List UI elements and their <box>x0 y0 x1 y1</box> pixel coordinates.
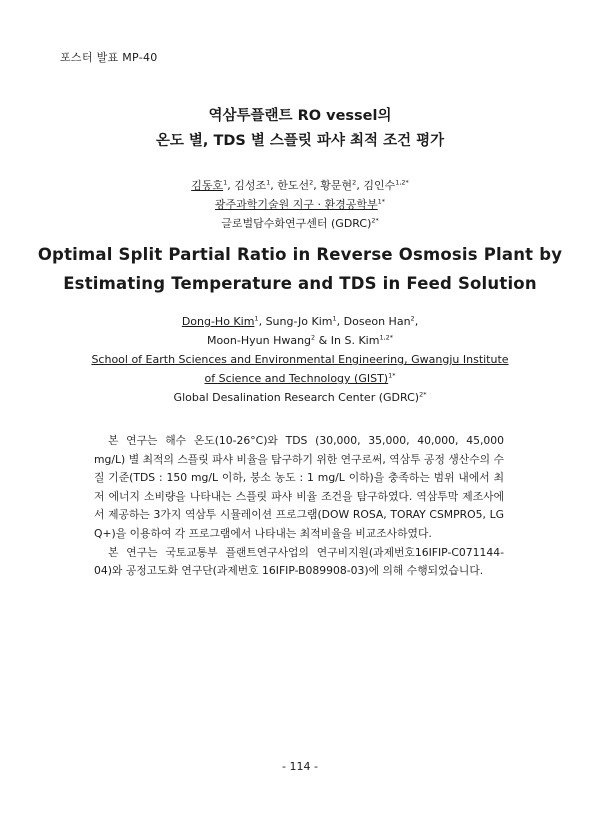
korean-title <box>0 104 600 154</box>
english-affiliation-1-line2: of Science and Technology (GIST)$^{1*}$ <box>204 371 396 385</box>
english-title-line2: Estimating Temperature and TDS in Feed Solution <box>63 274 537 293</box>
author-name: Doseon Han <box>343 315 411 328</box>
author-name: 황문현 <box>320 179 353 192</box>
author-affiliation-mark: 1,2* <box>395 178 409 187</box>
english-author-list-line1: Dong-Ho Kim$^1$, Sung-Jo Kim$^1$, Doseon Han$^2$, <box>181 314 419 328</box>
page-number: - 114 - <box>282 760 318 773</box>
author-name: 김동호 <box>191 179 224 192</box>
acknowledgement-paragraph: 본 연구는 국토교통부 플랜트연구사업의 연구비지원(과제번호16IFIP-C071144-04)와 공정고도화 연구단(과제번호 16IFIP-B089908-03)에 의해 수행되었습니다. <box>94 545 504 578</box>
abstract-paragraph-1: 본 연구는 해수 온도(10-26°C)와 TDS (30,000, 35,000, 40,000, 45,000 mg/L) 별 최적의 스플릿 파샤 비율을 탐구하기 위한 연구로써, 역삼투 공정 생산수의 수질 기준(TDS : 150 mg/L 이하, 붕소 농도 : 1 mg/L 이하)을 충족하는 범위 내에서 최저 에너지 소비량을 나타내는 스플릿 파샤 비율 조건을 탐구하였다. 역삼투막 제조사에서 제공하는 3가지 역삼투 시뮬레이션 프로그램(DOW ROSA, TORAY CSMPRO5, LG Q+)을 이용하여 각 프로그램에서 나타내는 최적비율을 비교조사하였다. <box>94 434 504 540</box>
author-affiliation-mark: 1 <box>223 178 228 187</box>
korean-author-list: 김동호$^1$, 김성조$^1$, 한도선$^2$, 황문현$^2$, 김인수$^{1,2*}$ <box>191 178 409 192</box>
author-affiliation-mark: 2 <box>352 178 357 187</box>
english-author-list-line2: Moon-Hyun Hwang$^2$ & In S. Kim$^{1,2*}$ <box>206 333 394 347</box>
english-affiliation-1-line1: School of Earth Sciences and Environmental Engineering, Gwangju Institute <box>91 353 509 366</box>
abstract-body <box>94 432 504 581</box>
author-name: In S. Kim <box>330 334 380 347</box>
author-name: 김성조 <box>234 179 267 192</box>
poster-session-label: 포스터 발표 MP-40 <box>60 51 158 64</box>
korean-affiliation-1: 광주과학기술원 지구 · 환경공학부$^{1*}$ <box>214 197 386 211</box>
korean-affiliation-2: 글로벌담수화연구센터 (GDRC)$^{2*}$ <box>221 216 379 230</box>
author-affiliation-mark: 2 <box>311 333 316 342</box>
author-name: Moon-Hyun Hwang <box>206 334 312 347</box>
author-name: Dong-Ho Kim <box>181 315 255 328</box>
author-name: 김인수 <box>363 179 396 192</box>
author-name: Sung-Jo Kim <box>265 315 333 328</box>
english-affiliation-2: Global Desalination Research Center (GDRC)$^{2*}$ <box>173 390 427 404</box>
author-affiliation-mark: 1 <box>254 314 259 323</box>
korean-author-block <box>0 176 600 233</box>
author-affiliation-mark: 1 <box>332 314 337 323</box>
author-affiliation-mark: 1,2* <box>379 333 394 342</box>
author-affiliation-mark: 1 <box>266 178 271 187</box>
author-affiliation-mark: 2 <box>309 178 314 187</box>
korean-title-line2: 온도 별, TDS 별 스플릿 파샤 최적 조건 평가 <box>155 133 445 149</box>
author-affiliation-mark: 2 <box>410 314 415 323</box>
author-name: 한도선 <box>277 179 310 192</box>
english-title <box>0 240 600 298</box>
english-author-block <box>0 312 600 407</box>
english-title-line1: Optimal Split Partial Ratio in Reverse Osmosis Plant by <box>37 245 563 264</box>
korean-title-line1: 역삼투플랜트 RO vessel의 <box>208 108 392 124</box>
